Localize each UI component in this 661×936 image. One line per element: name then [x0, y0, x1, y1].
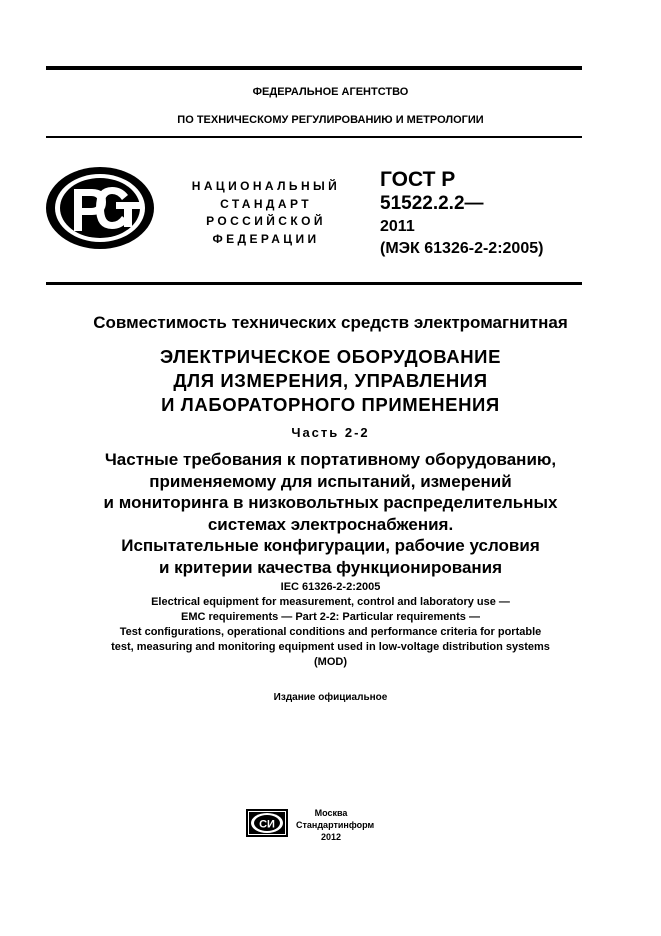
description-line-5: Испытательные конфигурации, рабочие условия: [121, 536, 540, 555]
standartinform-logo-text: СИ: [259, 818, 275, 831]
document-main-title: [0, 345, 661, 417]
english-line-1: IEC 61326-2-2:2005: [280, 581, 381, 593]
designation-line-3: 2011: [380, 218, 415, 235]
publisher-info: [296, 807, 375, 843]
english-line-3: EMC requirements — Part 2-2: Particular requirements —: [181, 611, 480, 623]
header-divider: [46, 136, 582, 138]
main-title-line-2: ДЛЯ ИЗМЕРЕНИЯ, УПРАВЛЕНИЯ: [173, 370, 488, 391]
main-title-line-1: ЭЛЕКТРИЧЕСКОЕ ОБОРУДОВАНИЕ: [159, 346, 502, 367]
national-standard-line-3: РОССИЙСКОЙ: [206, 214, 326, 228]
publisher-year: 2012: [320, 832, 342, 842]
standartinform-logo: [246, 809, 288, 837]
national-standard-line-4: ФЕДЕРАЦИИ: [212, 231, 320, 246]
description-line-6: и критерии качества функционирования: [158, 557, 503, 577]
main-title-line-3: И ЛАБОРАТОРНОГО ПРИМЕНЕНИЯ: [161, 394, 500, 415]
description-line-2: применяемому для испытаний, измерений: [149, 471, 512, 491]
standartinform-icon: [246, 809, 288, 837]
designation-line-1: ГОСТ Р: [380, 168, 456, 191]
edition-label: Издание официальное: [273, 692, 388, 703]
agency-line-1: ФЕДЕРАЛЬНОЕ АГЕНТСТВО: [252, 86, 409, 98]
english-line-5: test, measuring and monitoring equipment used in low-voltage distribution systems: [111, 641, 550, 653]
rst-emblem-icon: [44, 165, 156, 251]
national-standard-label: [170, 178, 362, 248]
publisher-name: Стандартинформ: [296, 820, 375, 830]
english-line-6: (MOD): [314, 656, 347, 668]
description-line-3: и мониторинга в низковольтных распределительных: [103, 493, 558, 512]
designation-divider: [46, 282, 582, 285]
english-line-4: Test configurations, operational conditions and performance criteria for portable: [119, 626, 542, 638]
designation-line-2: 51522.2.2—: [380, 193, 484, 214]
description-line-1: Частные требования к портативному оборудованию,: [104, 450, 557, 469]
designation-line-4: (МЭК 61326-2-2:2005): [380, 240, 544, 257]
national-standard-line-2: СТАНДАРТ: [220, 196, 312, 211]
document-part: Часть 2-2: [291, 425, 370, 440]
agency-line-2: ПО ТЕХНИЧЕСКОМУ РЕГУЛИРОВАНИЮ И МЕТРОЛОГИИ: [177, 114, 484, 126]
national-standard-line-1: НАЦИОНАЛЬНЫЙ: [191, 179, 341, 193]
top-rule: [46, 66, 582, 70]
document-subtitle: Совместимость технических средств электромагнитная: [93, 313, 568, 332]
publisher-city: Москва: [314, 808, 348, 818]
description-line-4: системах электроснабжения.: [207, 514, 454, 534]
english-line-2: Electrical equipment for measurement, control and laboratory use —: [151, 596, 510, 608]
english-title: [0, 580, 661, 670]
rst-emblem-logo: [44, 165, 156, 251]
document-description: [0, 449, 661, 578]
